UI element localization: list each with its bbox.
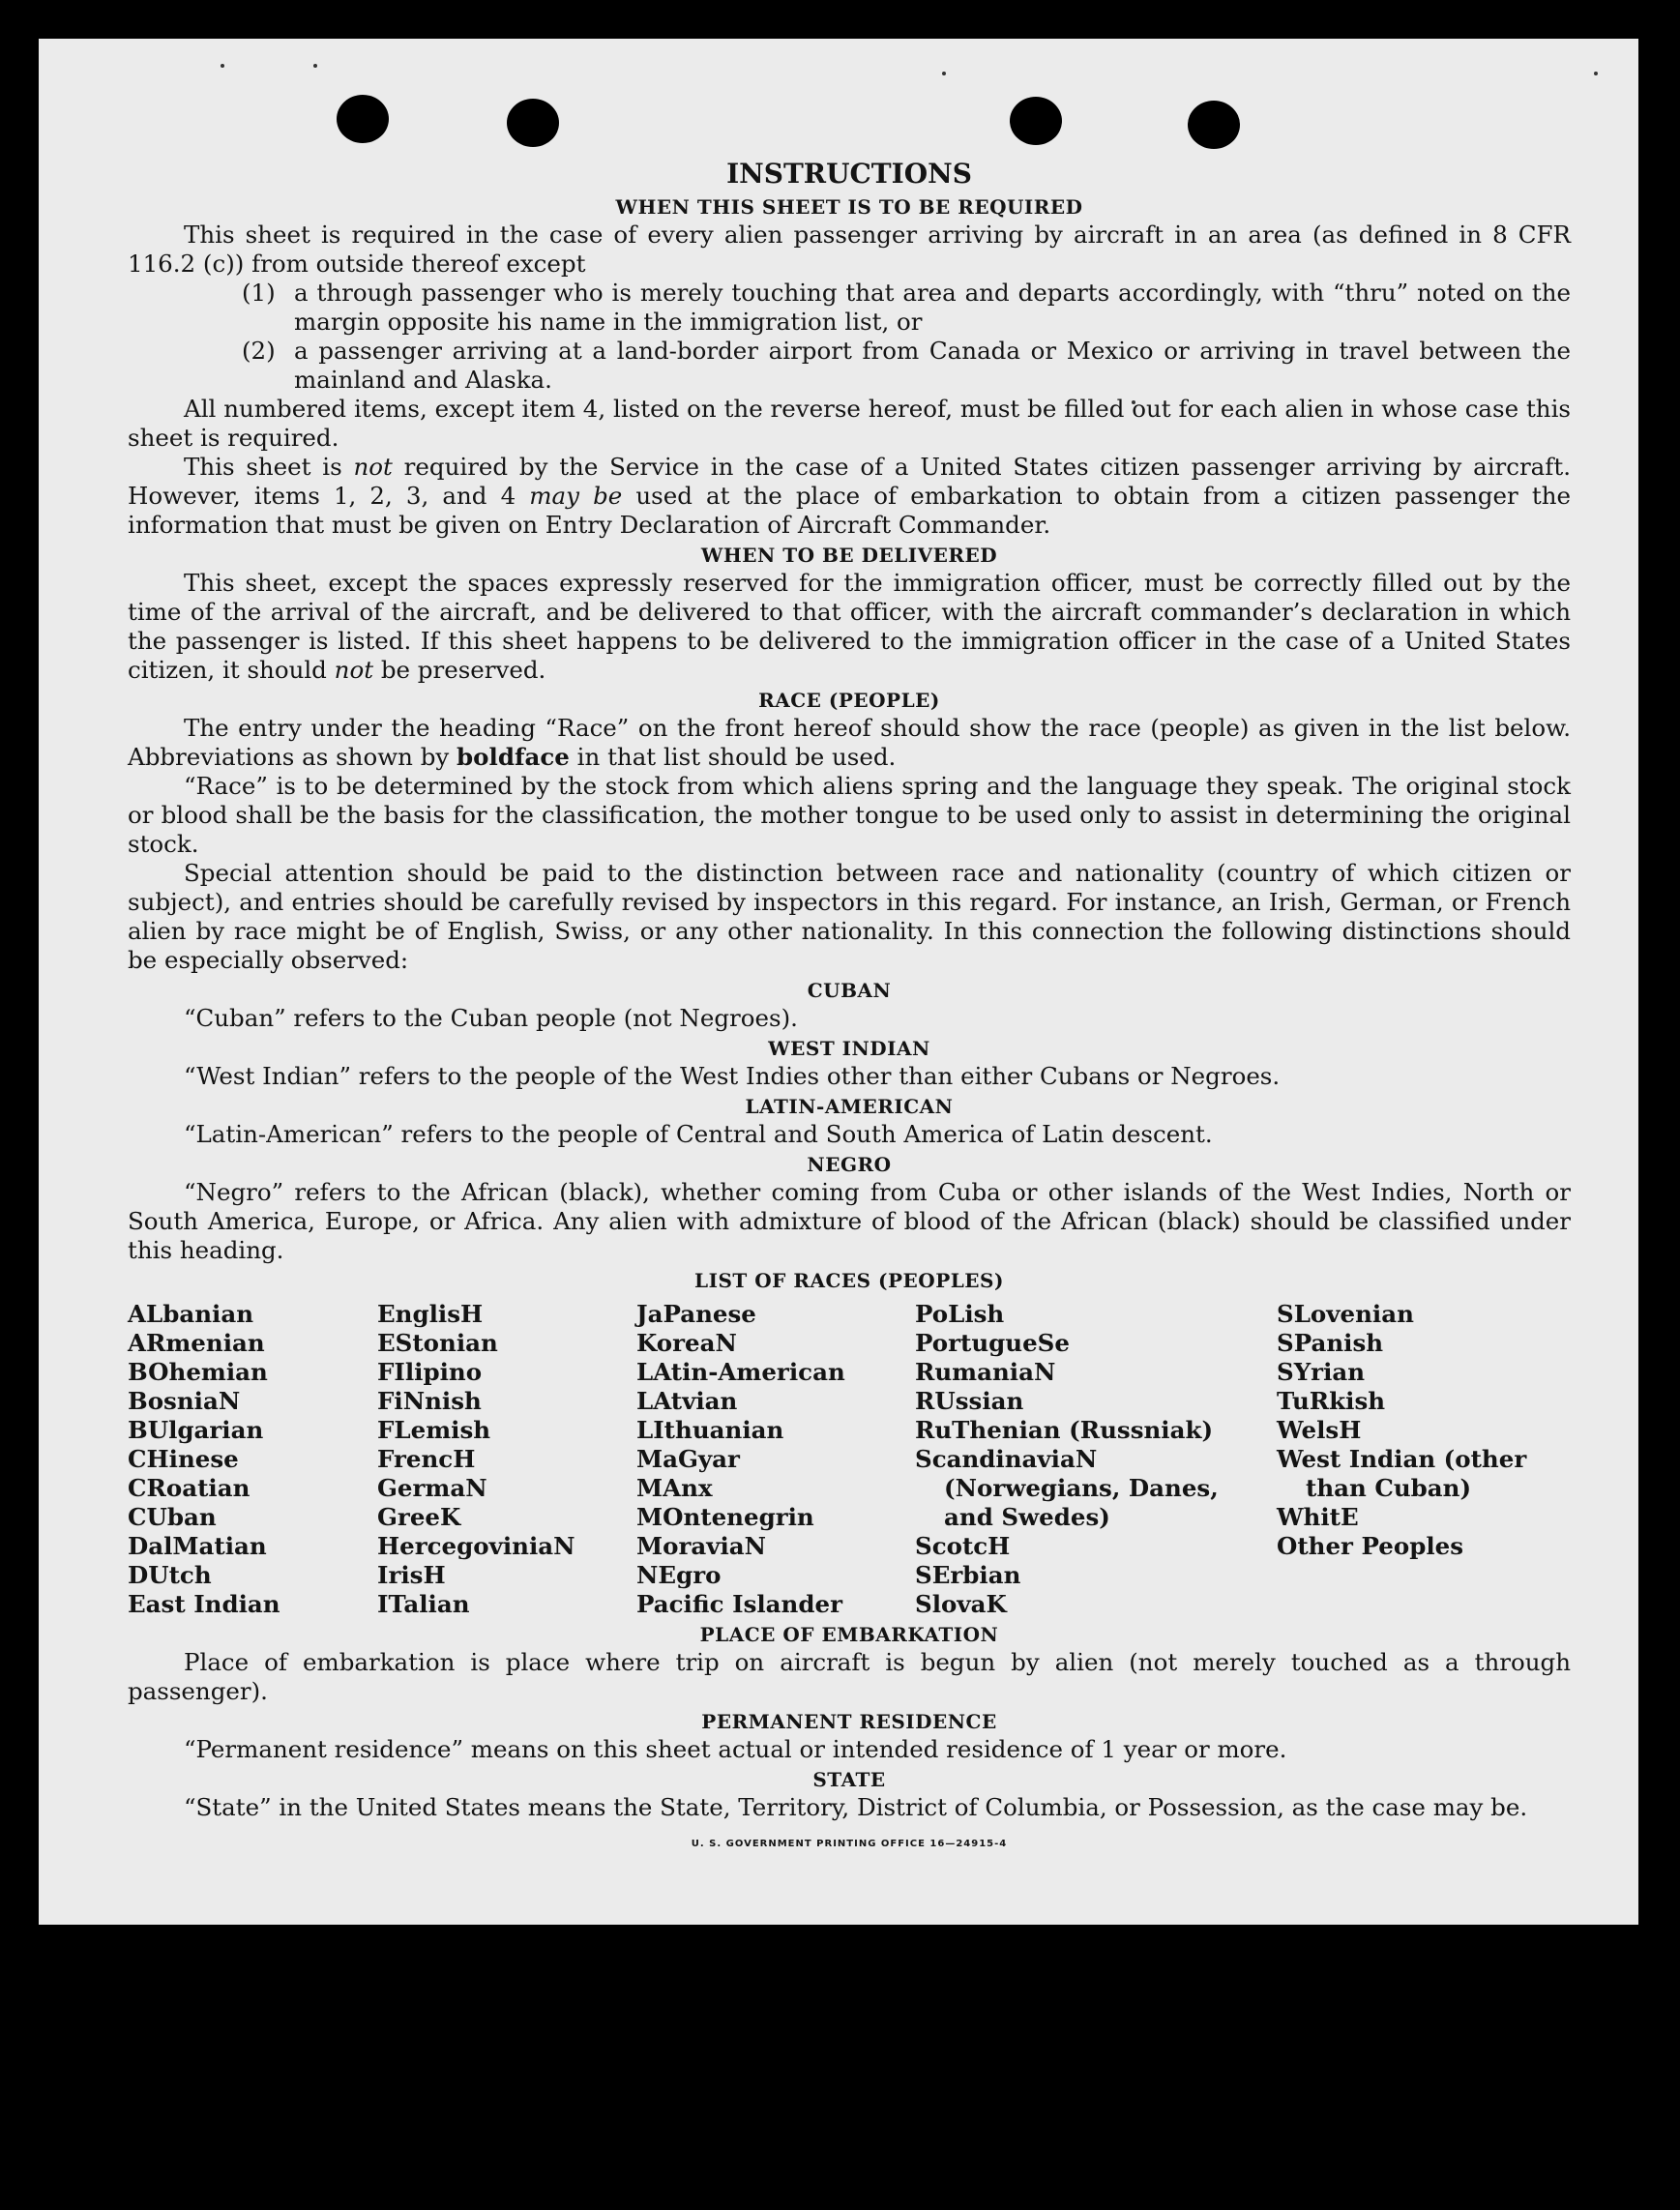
races-column — [915, 1300, 1277, 1619]
paragraph: “State” in the United States means the State, Territory, District of Columbia, or Possession, as the case may be. — [184, 1793, 1528, 1821]
speck — [313, 64, 317, 68]
paragraph: All numbered items, except item 4, listed on the reverse hereof, must be filled out for each alien in whose case this sheet is required. — [128, 395, 1571, 452]
race-entry: SlovaK — [915, 1590, 1007, 1618]
paragraph: “Negro” refers to the African (black), whether coming from Cuba or other islands of the West Indies, North or South America, Europe, or Africa. Any alien with admixture of blood of the African (black) should be classified under this heading. — [128, 1178, 1571, 1264]
paragraph: “Race” is to be determined by the stock from which aliens spring and the language they speak. The original stock or blood shall be the basis for the classification, the mother tongue to be used only to assist in determining the original stock. — [128, 772, 1571, 858]
document-sheet — [39, 39, 1638, 1925]
race-entry: PortugueSe — [915, 1329, 1070, 1357]
emphasis: may be — [529, 482, 623, 510]
section-heading-cuban: CUBAN — [807, 979, 892, 1002]
races-column — [636, 1300, 915, 1619]
race-entry: East Indian — [128, 1590, 280, 1618]
race-entry: MoraviaN — [636, 1532, 767, 1560]
race-entry: SPanish — [1277, 1329, 1384, 1357]
speck — [942, 72, 946, 75]
race-entry: CHinese — [128, 1445, 239, 1473]
race-entry: FiNnish — [377, 1387, 482, 1415]
item-text: a passenger arriving at a land-border airport from Canada or Mexico or arriving in travel between the mainland and Alaska. — [294, 337, 1571, 394]
text: be preserved. — [373, 656, 546, 684]
races-column — [377, 1300, 636, 1619]
race-entry: GermaN — [377, 1474, 487, 1502]
race-entry: SYrian — [1277, 1358, 1366, 1386]
race-entry: RumaniaN — [915, 1358, 1056, 1386]
race-entry: RuThenian (Russniak) — [915, 1416, 1214, 1444]
section-heading-list-of-races: LIST OF RACES (PEOPLES) — [694, 1269, 1004, 1292]
text: in that list should be used. — [569, 743, 897, 771]
race-entry: WhitE — [1277, 1503, 1359, 1531]
text: This sheet, except the spaces expressly reserved for the immigration officer, must be correctly filled out by the time of the arrival of the aircraft, and be delivered to that officer, with the aircraft commander’s declaration in which the passenger is listed. If this sheet happens to be delivered to the immigration officer in the case of a United States citizen, it should — [128, 569, 1571, 684]
exception-item-2 — [242, 337, 1571, 395]
section-heading-when-delivered: WHEN TO BE DELIVERED — [700, 544, 998, 567]
race-entry: SLovenian — [1277, 1300, 1414, 1328]
race-entry: West Indian (other than Cuban) — [1277, 1445, 1527, 1502]
race-entry: ScotcH — [915, 1532, 1011, 1560]
race-entry: EnglisH — [377, 1300, 484, 1328]
paragraph: “Latin-American” refers to the people of Central and South America of Latin descent. — [184, 1120, 1213, 1148]
section-heading-race: RACE (PEOPLE) — [758, 689, 940, 712]
race-entry: WelsH — [1277, 1416, 1362, 1444]
section-heading-state: STATE — [812, 1768, 886, 1791]
emphasis: not — [334, 656, 374, 684]
paragraph: “Permanent residence” means on this sheet actual or intended residence of 1 year or more. — [184, 1735, 1287, 1763]
paragraph — [128, 453, 1571, 540]
race-entry: ScandinaviaN (Norwegians, Danes, and Swedes) — [915, 1445, 1219, 1531]
text: This sheet is — [184, 453, 354, 481]
section-heading-permanent-residence: PERMANENT RESIDENCE — [701, 1710, 997, 1733]
instructions-content — [128, 116, 1571, 1859]
speck — [1594, 72, 1598, 75]
race-entry: EStonian — [377, 1329, 498, 1357]
race-entry: LAtin-American — [636, 1358, 845, 1386]
text: required by the Service in the case of a United States citizen passenger arriving by aircraft. However, items 1, 2, 3, and 4 — [128, 453, 1571, 510]
race-entry: TuRkish — [1277, 1387, 1386, 1415]
races-column — [128, 1300, 377, 1619]
speck — [221, 64, 224, 68]
race-entry: SErbian — [915, 1561, 1021, 1589]
race-entry: CUban — [128, 1503, 217, 1531]
race-entry: MaGyar — [636, 1445, 740, 1473]
race-entry: MOntenegrin — [636, 1503, 814, 1531]
race-entry: BosniaN — [128, 1387, 241, 1415]
race-entry: FrencH — [377, 1445, 476, 1473]
paragraph: “Cuban” refers to the Cuban people (not Negroes). — [184, 1004, 798, 1032]
race-entry: KoreaN — [636, 1329, 737, 1357]
paragraph: This sheet is required in the case of every alien passenger arriving by aircraft in an area (as defined in 8 CFR 116.2 (c)) from outside thereof except — [128, 221, 1571, 278]
item-number: (2) — [242, 337, 276, 365]
races-list — [128, 1300, 1571, 1619]
race-entry: JaPanese — [636, 1300, 756, 1328]
race-entry: IrisH — [377, 1561, 446, 1589]
page-title: INSTRUCTIONS — [726, 158, 972, 190]
race-entry: BUlgarian — [128, 1416, 264, 1444]
race-entry: CRoatian — [128, 1474, 251, 1502]
race-entry: ARmenian — [128, 1329, 265, 1357]
races-column — [1277, 1300, 1571, 1619]
race-entry: ITalian — [377, 1590, 470, 1618]
race-entry: Other Peoples — [1277, 1532, 1464, 1560]
race-entry: RUssian — [915, 1387, 1024, 1415]
race-entry: FIlipino — [377, 1358, 483, 1386]
section-heading-when-required: WHEN THIS SHEET IS TO BE REQUIRED — [615, 195, 1083, 219]
race-entry: LIthuanian — [636, 1416, 784, 1444]
section-heading-west-indian: WEST INDIAN — [768, 1037, 930, 1060]
exception-item-1 — [242, 279, 1571, 337]
race-entry: DUtch — [128, 1561, 212, 1589]
race-entry: BOhemian — [128, 1358, 268, 1386]
race-entry: NEgro — [636, 1561, 722, 1589]
bold-word: boldface — [457, 743, 570, 771]
text: The entry under the heading “Race” on the front hereof should show the race (people) as given in the list below. Abbreviations as shown by — [128, 714, 1571, 771]
paragraph — [128, 569, 1571, 685]
paragraph: Special attention should be paid to the distinction between race and nationality (country of which citizen or subject), and entries should be carefully revised by inspectors in this regard. For instance, an Irish, German, or French alien by race might be of English, Swiss, or any other nationality. In this connection the following distinctions should be especially observed: — [128, 859, 1571, 974]
item-text: a through passenger who is merely touching that area and departs accordingly, with “thru” noted on the margin opposite his name in the immigration list, or — [294, 279, 1571, 336]
text: used at the place of embarkation to obtain from a citizen passenger the information that must be given on Entry Declaration of Aircraft Commander. — [128, 482, 1571, 539]
paragraph — [128, 714, 1571, 772]
race-entry: LAtvian — [636, 1387, 738, 1415]
race-entry: GreeK — [377, 1503, 461, 1531]
race-entry: ALbanian — [128, 1300, 254, 1328]
printing-office-footer: U. S. GOVERNMENT PRINTING OFFICE 16—24915-4 — [691, 1839, 1008, 1849]
race-entry: PoLish — [915, 1300, 1005, 1328]
section-heading-negro: NEGRO — [807, 1153, 892, 1176]
paragraph: Place of embarkation is place where trip on aircraft is begun by alien (not merely touched as a through passenger). — [128, 1648, 1571, 1705]
race-entry: MAnx — [636, 1474, 713, 1502]
section-heading-embarkation: PLACE OF EMBARKATION — [699, 1623, 999, 1646]
emphasis: not — [353, 453, 393, 481]
race-entry: DalMatian — [128, 1532, 267, 1560]
paragraph: “West Indian” refers to the people of the West Indies other than either Cubans or Negroes. — [184, 1062, 1281, 1090]
race-entry: Pacific Islander — [636, 1590, 842, 1618]
race-entry: FLemish — [377, 1416, 491, 1444]
item-number: (1) — [242, 279, 276, 307]
race-entry: HercegoviniaN — [377, 1532, 575, 1560]
section-heading-latin-american: LATIN-AMERICAN — [745, 1095, 954, 1118]
